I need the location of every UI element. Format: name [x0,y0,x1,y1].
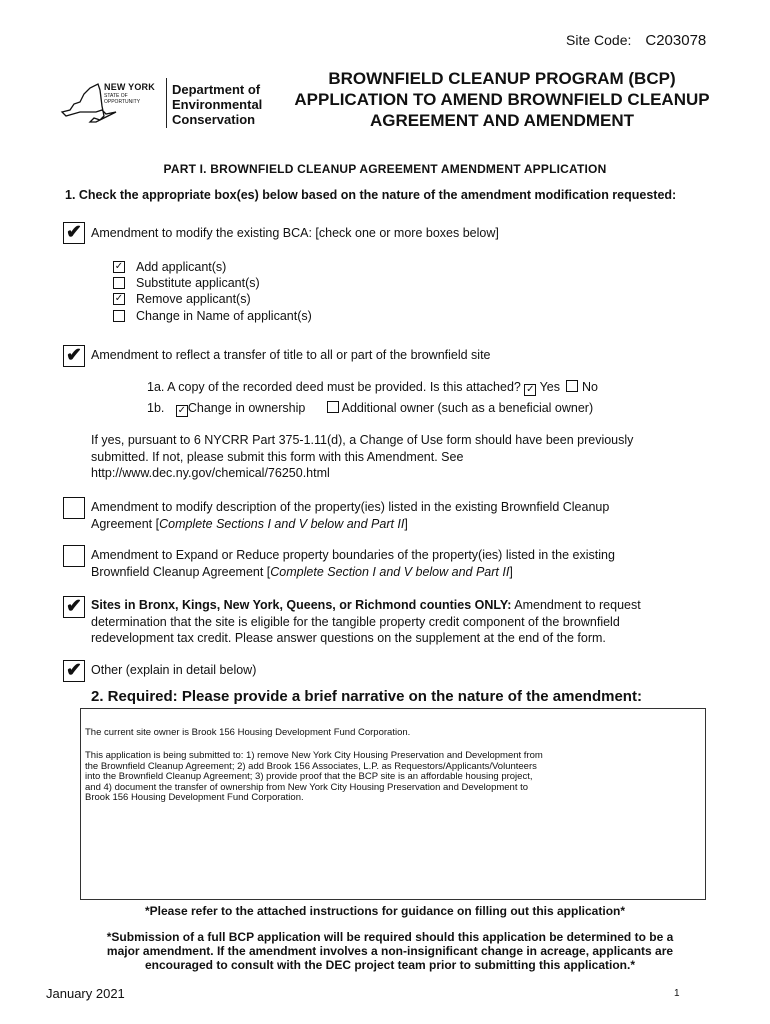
additional-owner-label: Additional owner (such as a beneficial owner) [341,401,594,415]
expand-reduce-plain: Brownfield Cleanup Agreement [ [91,564,271,579]
logo-divider [166,78,167,128]
expand-reduce-italic: Complete Section I and V below and Part II [270,564,510,579]
logo-state-name: NEW YORK [104,82,155,92]
submission-line1: *Submission of a full BCP application will be required should this application be determined to be a [106,930,674,944]
sites-nyc-bold: Sites in Bronx, Kings, New York, Queens, or Richmond counties ONLY: [91,598,512,612]
page-number: 1 [674,988,680,999]
expand-reduce-line2 [91,564,615,581]
modify-description-italic: Complete Sections I and V below and Part II [159,516,405,531]
footer-date: January 2021 [46,986,125,1001]
submission-line2: major amendment. If the amendment involves a non-insignificant change in acreage, applicants are [106,944,674,958]
note-link[interactable]: http://www.dec.ny.gov/chemical/76250.html [91,466,330,480]
narrative-paragraph-2 [85,751,701,804]
narrative-line: and 4) document the transfer of ownership from New York City Housing Preservation and Development to [85,781,529,793]
modify-bca-label: Amendment to modify the existing BCA: [check one or more boxes below] [91,226,499,240]
other-label: Other (explain in detail below) [91,663,257,677]
change-of-use-note [91,432,633,482]
sites-nyc-label [91,597,641,647]
transfer-title-label: Amendment to reflect a transfer of title to all or part of the brownfield site [91,348,491,362]
note-line2: submitted. If not, please submit this form with this Amendment. See [91,449,464,464]
q1b-number: 1b. [147,401,165,415]
remove-applicant-label: Remove applicant(s) [136,292,251,306]
change-ownership-label: Change in ownership [187,401,306,415]
title-line3: AGREEMENT AND AMENDMENT [369,111,635,130]
expand-reduce-end: ] [509,564,513,579]
substitute-applicant-label: Substitute applicant(s) [136,276,260,290]
q1a-text [147,379,598,396]
narrative-line: into the Brownfield Cleanup Agreement; 3) provide proof that the BCP site is an affordable housing project, [85,771,533,782]
change-name-label: Change in Name of applicant(s) [136,309,312,323]
transfer-title-checkbox[interactable]: ✔ [63,345,85,367]
substitute-applicant-checkbox[interactable] [113,277,125,289]
narrative-line: the Brownfield Cleanup Agreement; 2) add Brook 156 Associates, L.P. as Requestors/Applicants/Volunteers [85,760,537,772]
part-heading: PART I. BROWNFIELD CLEANUP AGREEMENT AMENDMENT APPLICATION [163,162,607,176]
q1b-text [147,400,593,417]
add-applicant-checkbox[interactable]: ✓ [114,261,124,272]
title-line1: BROWNFIELD CLEANUP PROGRAM (BCP) [328,69,676,88]
q1a-no-checkbox[interactable] [566,380,578,392]
change-ownership-checkbox[interactable]: ✓ [177,405,187,416]
modify-bca-checkbox[interactable]: ✔ [63,222,85,244]
form-title [282,68,722,131]
site-code [566,32,706,49]
change-name-checkbox[interactable] [113,310,125,322]
modify-description-line1: Amendment to modify description of the property(ies) listed in the existing Brownfield Cleanup [91,500,610,514]
expand-reduce-checkbox[interactable] [63,545,85,567]
title-line2: APPLICATION TO AMEND BROWNFIELD CLEANUP [294,90,710,109]
q1a-no-label: No [581,380,598,394]
sites-nyc-rest: Amendment to request [511,598,641,612]
narrative-line: This application is being submitted to: 1) remove New York City Housing Preservation and Development from [85,750,543,761]
q1a-yes-checkbox[interactable]: ✓ [526,384,535,395]
modify-description-checkbox[interactable] [63,497,85,519]
logo-dept-line3: Conservation [172,112,256,127]
question-1: 1. Check the appropriate box(es) below based on the nature of the amendment modification requested: [65,188,677,202]
sites-nyc-line3: redevelopment tax credit. Please answer questions on the supplement at the end of the form. [91,631,606,645]
site-code-label: Site Code: [566,32,632,48]
instructions-note: *Please refer to the attached instructions for guidance on filling out this application* [144,904,626,918]
modify-description-end: ] [404,516,408,531]
dec-logo [60,76,275,130]
remove-applicant-checkbox[interactable]: ✓ [114,293,124,304]
q1a-question: 1a. A copy of the recorded deed must be provided. Is this attached? [147,380,521,394]
narrative-paragraph-1: The current site owner is Brook 156 Housing Development Fund Corporation. [85,727,411,738]
sites-nyc-checkbox[interactable]: ✔ [63,596,85,618]
question-2: 2. Required: Please provide a brief narrative on the nature of the amendment: [91,688,642,705]
narrative-textarea[interactable] [80,708,706,900]
other-checkbox[interactable]: ✔ [63,660,85,682]
sites-nyc-line1 [91,597,641,614]
sites-nyc-line2: determination that the site is eligible for the tangible property credit component of the brownfield [91,614,620,629]
logo-state-sub2: OPPORTUNITY [104,99,141,105]
additional-owner-checkbox[interactable] [327,401,339,413]
site-code-value: C203078 [645,32,707,49]
logo-department [172,82,262,127]
submission-note [60,930,720,972]
logo-state-sub1: STATE OF [104,93,128,99]
expand-reduce-label [91,547,615,580]
add-applicant-label: Add applicant(s) [136,260,227,274]
logo-state-sub [104,93,140,105]
modify-description-plain: Agreement [ [91,516,160,531]
note-line1: If yes, pursuant to 6 NYCRR Part 375-1.11(d), a Change of Use form should have been previously [91,433,634,447]
q1a-yes-label: Yes [539,380,560,394]
expand-reduce-line1: Amendment to Expand or Reduce property boundaries of the property(ies) listed in the existing [91,548,615,562]
narrative-line: Brook 156 Housing Development Fund Corporation. [85,792,304,803]
submission-line3: encouraged to consult with the DEC project team prior to submitting this application.* [144,958,636,972]
modify-description-label [91,499,609,532]
logo-dept-line2: Environmental [172,97,263,112]
logo-dept-line1: Department of [172,82,261,97]
modify-description-line2 [91,516,609,533]
